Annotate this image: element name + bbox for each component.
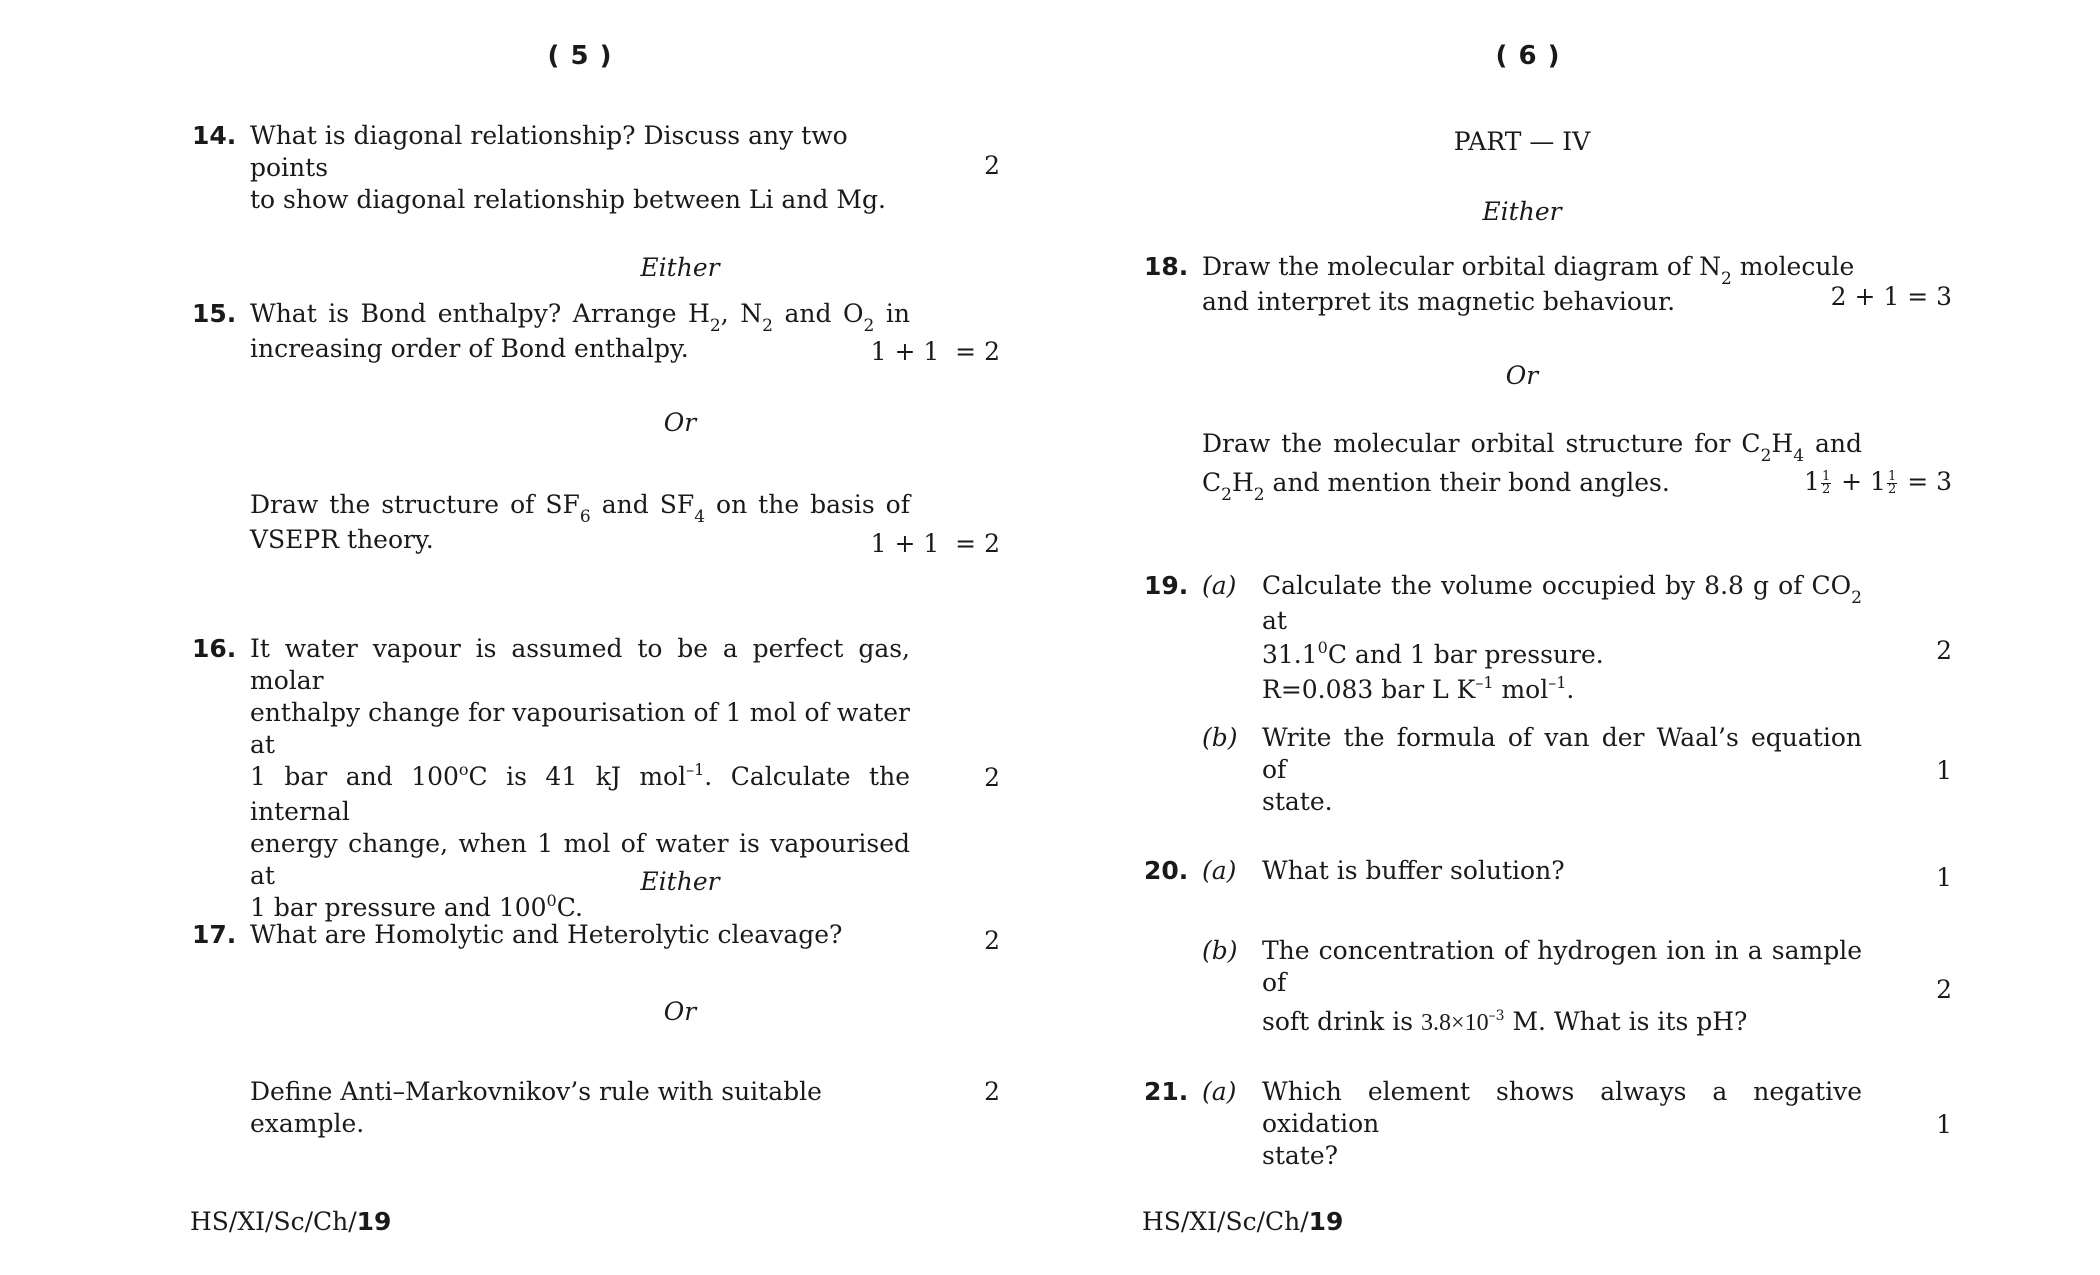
marks: 2 + 1 = 3 bbox=[1830, 282, 1952, 311]
marks: 2 bbox=[984, 151, 1000, 180]
either-label: Either bbox=[1482, 197, 1562, 226]
question-number: 15. bbox=[192, 299, 237, 328]
either-label: Either bbox=[640, 867, 720, 896]
question-line: enthalpy change for vapourisation of 1 mol of water at bbox=[250, 698, 910, 759]
question-number: 20. bbox=[1144, 856, 1189, 885]
question-line: and interpret its magnetic behaviour. bbox=[1202, 287, 1676, 316]
question-number: 21. bbox=[1144, 1077, 1189, 1106]
page-6 bbox=[1132, 0, 2032, 1275]
question-number: 18. bbox=[1144, 252, 1189, 281]
question-line: VSEPR theory. bbox=[250, 525, 434, 554]
page-number: ( 6 ) bbox=[1495, 41, 1561, 71]
question-line: The concentration of hydrogen ion in a sample of bbox=[1262, 936, 1862, 997]
question-number: 17. bbox=[192, 920, 237, 949]
question-line: What is diagonal relationship? Discuss any two points bbox=[250, 121, 848, 182]
or-label: Or bbox=[1505, 361, 1539, 390]
question-20a-text: What is buffer solution? bbox=[1262, 856, 1565, 885]
subpart-label: (b) bbox=[1202, 936, 1238, 965]
marks: 1 bbox=[1936, 863, 1952, 892]
question-20b-text bbox=[1262, 935, 1862, 1042]
marks: 1 + 1 = 2 bbox=[870, 337, 1000, 366]
question-line: 1 bar pressure and $100^0C$. bbox=[250, 891, 583, 922]
footer-code: HS/XI/Sc/Ch/19 bbox=[1142, 1207, 1344, 1236]
marks: 2 bbox=[1936, 636, 1952, 665]
footer-code: HS/XI/Sc/Ch/19 bbox=[190, 1207, 392, 1236]
subpart-label: (a) bbox=[1202, 571, 1237, 600]
question-line: to show diagonal relationship between Li and Mg. bbox=[250, 185, 886, 214]
or-label: Or bbox=[663, 997, 697, 1026]
half-fraction: $\frac{1}{2}$ bbox=[1821, 469, 1831, 497]
question-line: increasing order of Bond enthalpy. bbox=[250, 334, 689, 363]
part-heading: PART — IV bbox=[1453, 127, 1591, 156]
marks: 2 bbox=[1936, 975, 1952, 1004]
question-17-alt-text: Define Anti–Markovnikov’s rule with suitable example. bbox=[250, 1077, 822, 1138]
either-label: Either bbox=[640, 253, 720, 282]
marks: 1 bbox=[1936, 756, 1952, 785]
question-line: 31.1$^0$C and 1 bar pressure. bbox=[1262, 638, 1604, 669]
marks: 2 bbox=[984, 1077, 1000, 1106]
or-label: Or bbox=[663, 408, 697, 437]
question-line: It water vapour is assumed to be a perfect gas, molar bbox=[250, 634, 910, 695]
subpart-label: (a) bbox=[1202, 856, 1237, 885]
question-line: Calculate the volume occupied by 8.8 g of $CO_2$ at bbox=[1262, 571, 1862, 635]
question-line: What is Bond enthalpy? Arrange $H_2$, $N_2$ and $O_2$ in bbox=[250, 299, 910, 336]
question-number: 16. bbox=[192, 634, 237, 663]
marks: 1 + 1 = 2 bbox=[870, 529, 1000, 558]
question-number: 14. bbox=[192, 121, 237, 150]
question-line: 1 bar and 100$^o$C is 41 kJ mol$^{-1}$. Calculate the internal bbox=[250, 760, 910, 826]
question-19a-text bbox=[1262, 570, 1862, 709]
question-line: R=0.083 bar L $K^{-1}$ mol$^{-1}$. bbox=[1262, 673, 1575, 704]
question-line: Draw the molecular orbital diagram of $N_2$ molecule bbox=[1202, 252, 1855, 289]
question-line: soft drink is $3.8\times 10^{-3}$ M. What is its pH? bbox=[1262, 1007, 1748, 1036]
question-line: Draw the molecular orbital structure for $C_2H_4$ and bbox=[1202, 429, 1863, 466]
marks: 1 $\frac{1}{2}$ + 1 $\frac{1}{2}$ = 3 bbox=[1804, 467, 1952, 497]
question-line: $C_2H_2$ and mention their bond angles. bbox=[1202, 468, 1670, 505]
question-number: 19. bbox=[1144, 571, 1189, 600]
question-17-text: What are Homolytic and Heterolytic cleavage? bbox=[250, 920, 843, 949]
question-line: Draw the structure of $SF_6$ and $SF_4$ on the basis of bbox=[250, 490, 910, 527]
subpart-label: (b) bbox=[1202, 723, 1238, 752]
marks: 2 bbox=[984, 926, 1000, 955]
question-21a-text bbox=[1262, 1076, 1862, 1172]
page-number: ( 5 ) bbox=[547, 41, 613, 71]
question-line: energy change, when 1 mol of water is vapourised at bbox=[250, 829, 910, 890]
question-line: Write the formula of van der Waal’s equation of bbox=[1262, 723, 1862, 784]
question-line: Which element shows always a negative oxidation bbox=[1262, 1077, 1862, 1138]
question-19b-text bbox=[1262, 722, 1862, 818]
question-line: state. bbox=[1262, 787, 1333, 816]
page-5 bbox=[180, 0, 1080, 1275]
marks: 2 bbox=[984, 763, 1000, 792]
marks: 1 bbox=[1936, 1110, 1952, 1139]
question-14-text bbox=[250, 120, 910, 216]
half-fraction: $\frac{1}{2}$ bbox=[1887, 469, 1897, 497]
question-line: state? bbox=[1262, 1141, 1339, 1170]
subpart-label: (a) bbox=[1202, 1077, 1237, 1106]
